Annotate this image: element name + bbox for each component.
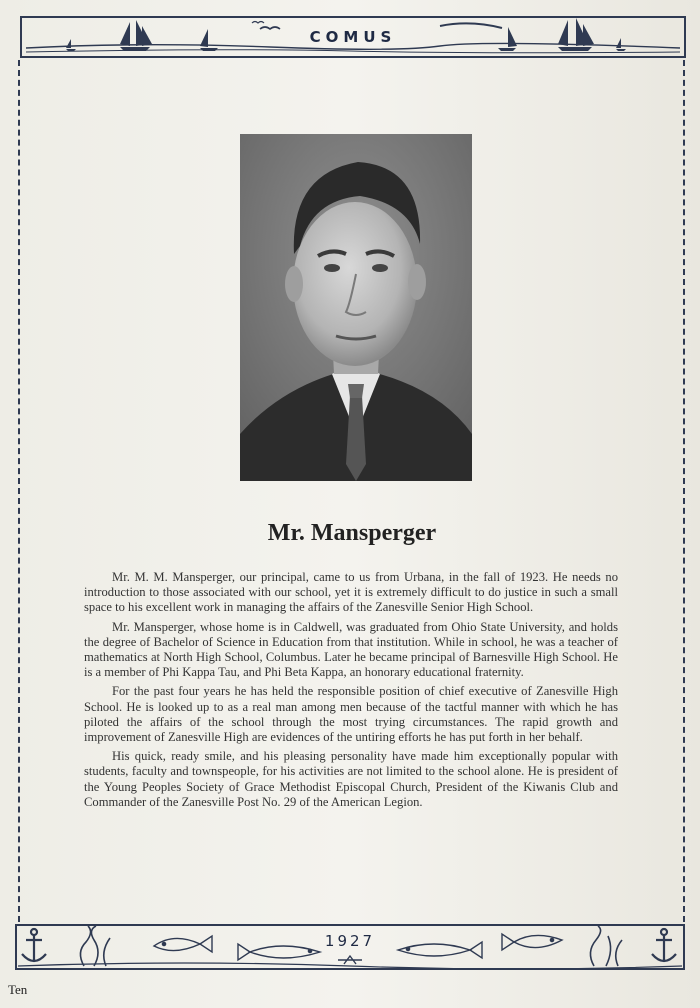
- page-number: Ten: [8, 982, 28, 997]
- paragraph: Mr. Mansperger, whose home is in Caldwell, was graduated from Ohio State University, and holds the degree of Bachelor of Science in Education from that institution. While in school, he was a teacher of mathematics at North High School, Columbus. Later he became principal of Barnesville High School. He is a member of Phi Kappa Tau, and Phi Beta Kappa, an honorary educational fraternity.: [84, 619, 618, 680]
- yearbook-year: 1927: [324, 932, 376, 950]
- right-border: [683, 60, 685, 922]
- yearbook-title: COMUS: [309, 28, 397, 46]
- paragraph: Mr. M. M. Mansperger, our principal, came to us from Urbana, in the fall of 1923. He needs no introduction to those associated with our school, yet it is extremely difficult to do justice in such a small space to his excellent work in managing the affairs of the Zanesville Senior High School.: [84, 570, 618, 615]
- starfish-icon: [338, 956, 362, 964]
- top-banner: [20, 14, 686, 60]
- article-heading: Mr. Mansperger: [267, 520, 437, 546]
- paragraph: His quick, ready smile, and his pleasing personality have made him exceptionally popular with students, faculty and townspeople, for his activities are not limited to the school alone. He is president of the Young Peoples Society of Grace Methodist Episcopal Church, President of the Kiwanis Club and Commander of the Zanesville Post No. 29 of the American Legion.: [84, 749, 618, 809]
- paragraph: For the past four years he has held the responsible position of chief executive of Zanesville High School. He is looked up to as a real man among men because of the tactful manner with which he has piloted the affairs of the school through the most trying circumstances. The rapid growth and improvement of Zanesville High are evidences of the untiring efforts he has put forth in her behalf.: [84, 684, 618, 745]
- article-body: [84, 570, 618, 814]
- left-border: [18, 60, 20, 922]
- bottom-banner: [14, 922, 686, 974]
- portrait-photo: [240, 134, 472, 481]
